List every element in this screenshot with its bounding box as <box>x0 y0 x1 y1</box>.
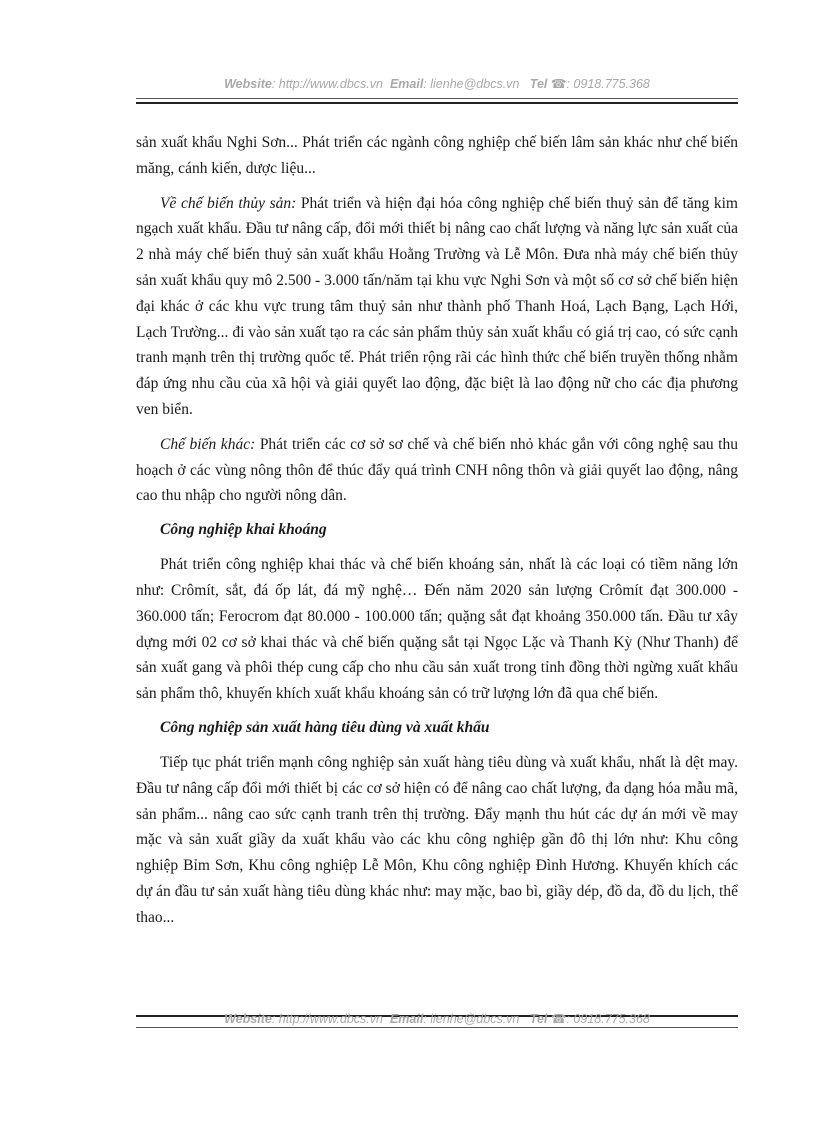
tel-value: : 0918.775.368 <box>566 77 650 91</box>
paragraph-3-text: Phát triển các cơ sở sơ chế và chế biến nhỏ khác gắn với công nghệ sau thu hoạch ở các vùng nông thôn để thúc đẩy quá trình CNH nông thôn và giải quyết lao động, nâng cao thu nhập cho người nông dân. <box>136 435 738 505</box>
footer-email-label: Email <box>389 1012 424 1026</box>
email-label: Email <box>389 77 424 91</box>
document-body <box>136 130 738 940</box>
page-header <box>136 76 738 91</box>
website-value[interactable]: : http://www.dbcs.vn <box>271 77 383 91</box>
heading-consumer-goods: Công nghiệp sản xuất hàng tiêu dùng và xuất khẩu <box>160 718 490 736</box>
footer-rule-thin <box>136 1027 738 1028</box>
header-rule-thick <box>136 102 738 104</box>
paragraph-3 <box>136 432 738 509</box>
footer-email-value[interactable]: : lienhe@dbcs.vn <box>423 1012 520 1026</box>
website-label: Website <box>224 77 272 91</box>
footer-website-value[interactable]: : http://www.dbcs.vn <box>271 1012 383 1026</box>
paragraph-4: Phát triển công nghiệp khai thác và chế biến khoáng sản, nhất là các loại có tiềm năng lớn như: Crômít, sắt, đá ốp lát, đá mỹ nghệ… Đến năm 2020 sản lượng Crômít đạt 300.000 - 360.000 tấn; Ferocrom đạt 80.000 - 100.000 tấn; quặng sắt đạt khoảng 350.000 tấn. Đầu tư xây dựng mới 02 cơ sở khai thác và chế biến quặng sắt tại Ngọc Lặc và Thanh Kỳ (Như Thanh) để sản xuất gang và phôi thép cung cấp cho nhu cầu sản xuất trong tỉnh đồng thời ngừng xuất khẩu sản phẩm thô, khuyến khích xuất khẩu khoáng sản có trữ lượng lớn đã qua chế biến. <box>136 556 738 703</box>
paragraph-2-text: Phát triển và hiện đại hóa công nghiệp chế biến thuỷ sản để tăng kim ngạch xuất khẩu. Đầu tư nâng cấp, đổi mới thiết bị nâng cao chất lượng và năng lực sản xuất của 2 nhà máy chế biến thuỷ sản xuất khẩu Hoằng Trường và Lễ Môn. Đưa nhà máy chế biến thủy sản xuất khẩu quy mô 2.500 - 3.000 tấn/năm tại khu vực Nghi Sơn và một số cơ sở chế biến hiện đại khác ở các khu vực trung tâm thuỷ sản như thành phố Thanh Hoá, Lạch Bạng, Lạch Hới, Lạch Trường... đi vào sản xuất tạo ra các sản phẩm thủy sản xuất khẩu có giá trị cao, có sức cạnh tranh mạnh trên thị trường quốc tế. Phát triển rộng rãi các hình thức chế biến truyền thống nhằm đáp ứng nhu cầu của xã hội và giải quyết lao động, đặc biệt là lao động nữ cho các địa phương ven biển. <box>136 194 738 418</box>
header-rule-thin <box>136 98 738 99</box>
footer-website-label: Website <box>224 1012 272 1026</box>
paragraph-3-lead: Chế biến khác: <box>160 435 256 453</box>
paragraph-2 <box>136 191 738 423</box>
footer-tel-label: Tel <box>529 1012 548 1026</box>
paragraph-1: sản xuất khẩu Nghi Sơn... Phát triển các ngành công nghiệp chế biến lâm sản khác như chế biến măng, cánh kiến, dược liệu... <box>136 134 738 177</box>
paragraph-5: Tiếp tục phát triển mạnh công nghiệp sản xuất hàng tiêu dùng và xuất khẩu, nhất là dệt may. Đầu tư nâng cấp đổi mới thiết bị các cơ sở hiện có để nâng cao chất lượng, đa dạng hóa mẫu mã, sản phẩm... nâng cao sức cạnh tranh trên thị trường. Đẩy mạnh thu hút các dự án mới về may mặc và sản xuất giầy da xuất khẩu vào các khu công nghiệp gần đô thị lớn như: Khu công nghiệp Bỉm Sơn, Khu công nghiệp Lễ Môn, Khu công nghiệp Đình Hương. Khuyến khích các dự án đầu tư sản xuất hàng tiêu dùng khác như: may mặc, bao bì, giầy dép, đồ da, đồ du lịch, thể thao... <box>136 753 738 926</box>
email-value[interactable]: : lienhe@dbcs.vn <box>423 77 520 91</box>
footer-tel-value: : 0918.775.368 <box>566 1012 650 1026</box>
footer-phone-icon: ☎ <box>550 1012 567 1026</box>
tel-label: Tel <box>529 77 548 91</box>
paragraph-2-lead: Về chế biến thủy sản: <box>160 194 297 212</box>
phone-icon: ☎ <box>550 77 567 91</box>
heading-mining: Công nghiệp khai khoáng <box>160 521 327 539</box>
page-footer <box>136 1011 738 1026</box>
